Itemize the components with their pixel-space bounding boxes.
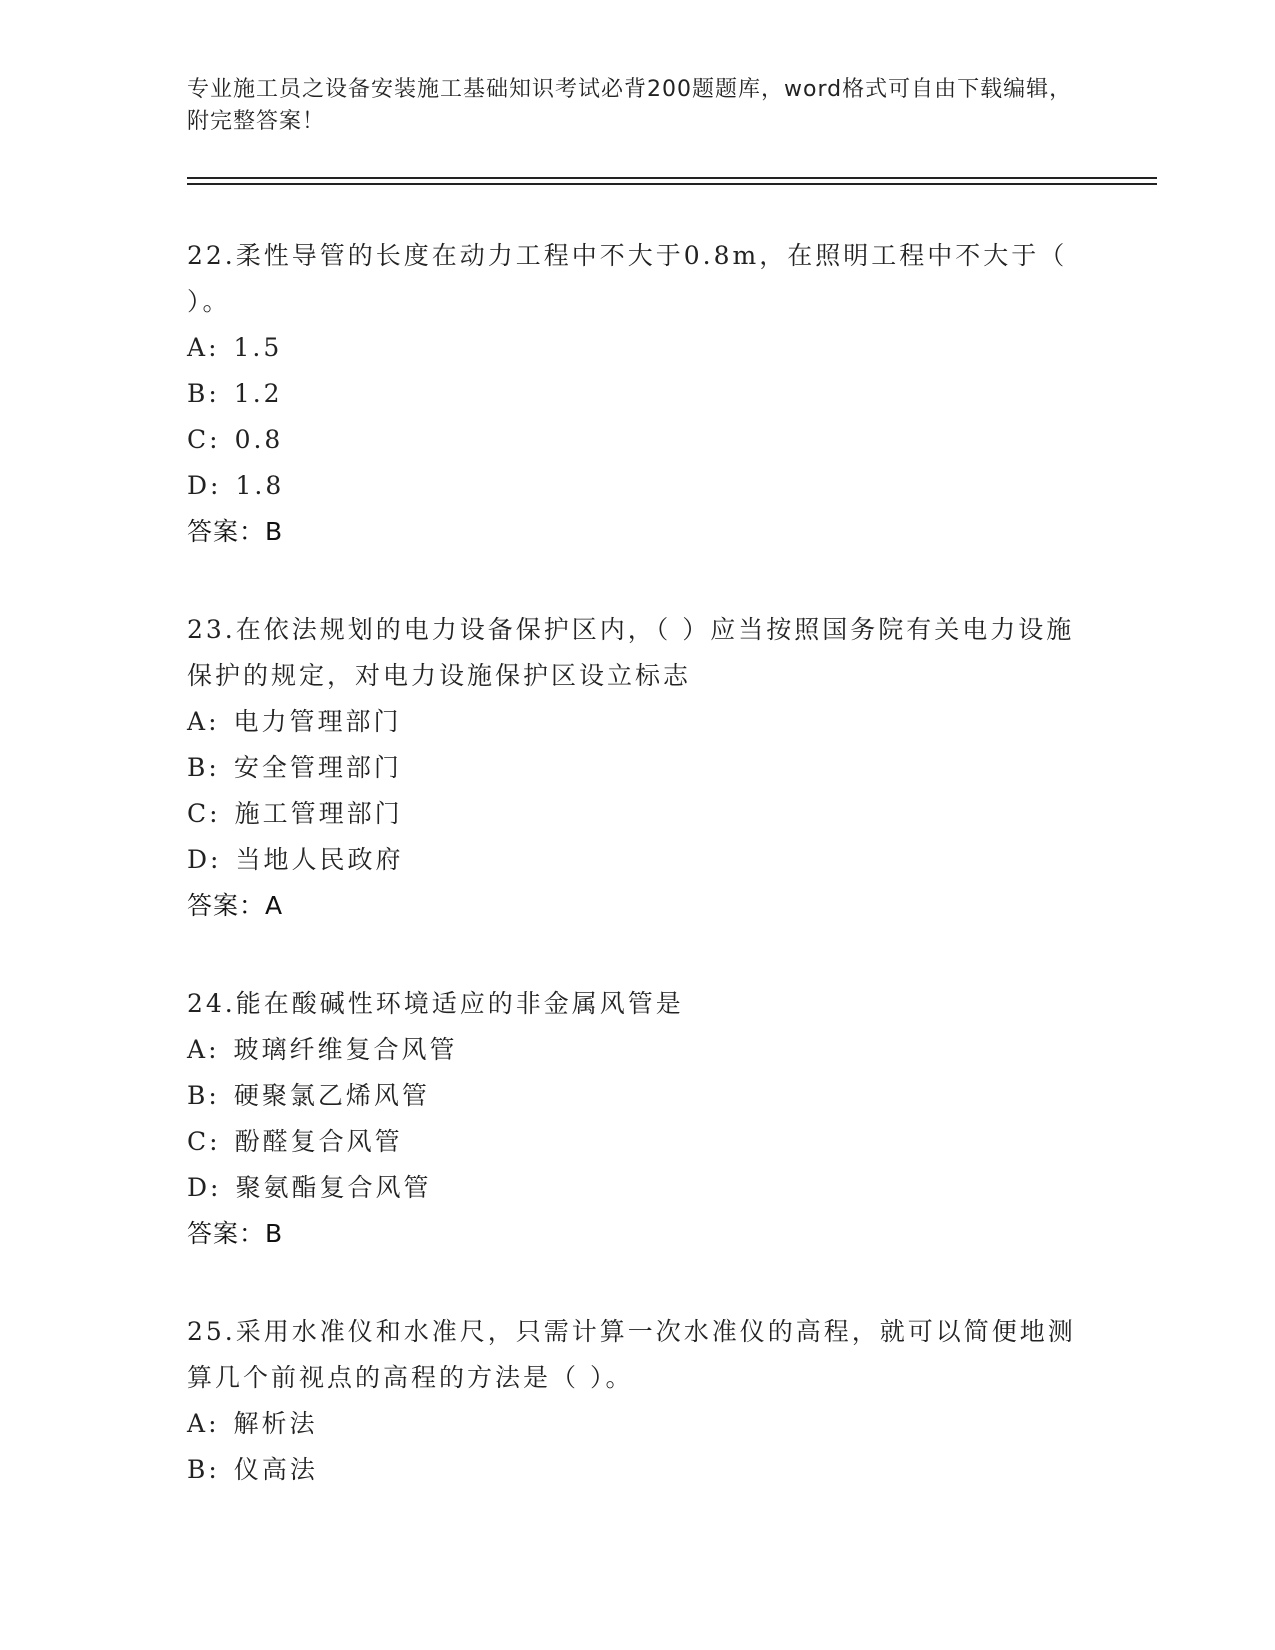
option-text: 仪高法 [233, 1455, 318, 1484]
option-separator: : [208, 1455, 220, 1484]
option-text: 聚氨酯复合风管 [235, 1173, 432, 1202]
option-separator: : [209, 425, 221, 454]
option-b [187, 745, 1087, 791]
option-text: 电力管理部门 [233, 707, 402, 736]
option-b [187, 371, 1087, 417]
option-a [187, 1027, 1087, 1073]
option-text: 硬聚氯乙烯风管 [233, 1081, 430, 1110]
option-key: B [187, 1081, 209, 1110]
document-header-title: 专业施工员之设备安装施工基础知识考试必背200题题库，word格式可自由下载编辑，附完整答案！ [187, 77, 1073, 134]
option-key: A [187, 1035, 209, 1064]
question-text: 25.采用水准仪和水准尺，只需计算一次水准仪的高程，就可以简便地测算几个前视点的高程的方法是（ ）。 [187, 1317, 1076, 1392]
option-separator: : [209, 1127, 221, 1156]
option-key: D [187, 471, 211, 500]
option-key: B [187, 753, 209, 782]
option-separator: : [208, 1035, 220, 1064]
option-a [187, 325, 1087, 371]
question-25 [187, 1309, 1087, 1493]
option-separator: : [208, 1081, 220, 1110]
option-d [187, 1165, 1087, 1211]
option-separator: : [210, 471, 222, 500]
option-key: C [187, 425, 210, 454]
option-c [187, 417, 1087, 463]
option-text: 1.8 [235, 471, 285, 500]
option-text: 安全管理部门 [233, 753, 402, 782]
question-list [187, 233, 1087, 1545]
option-key: B [187, 379, 209, 408]
option-separator: : [208, 379, 220, 408]
header-rule-bottom [187, 183, 1157, 185]
option-separator: : [208, 707, 220, 736]
answer-label: 答案：B [187, 517, 284, 546]
option-key: A [187, 333, 209, 362]
option-text: 解析法 [233, 1409, 318, 1438]
option-key: A [187, 1409, 209, 1438]
option-text: 施工管理部门 [234, 799, 403, 828]
option-key: C [187, 1127, 210, 1156]
question-text: 22.柔性导管的长度在动力工程中不大于0.8m，在照明工程中不大于（ ）。 [187, 241, 1068, 316]
option-c [187, 791, 1087, 837]
question-24 [187, 981, 1087, 1257]
option-b [187, 1447, 1087, 1493]
question-22 [187, 233, 1087, 555]
option-separator: : [208, 1409, 220, 1438]
option-separator: : [209, 799, 221, 828]
option-a [187, 699, 1087, 745]
option-text: 玻璃纤维复合风管 [233, 1035, 458, 1064]
option-d [187, 463, 1087, 509]
option-text: 1.5 [233, 333, 283, 362]
option-text: 0.8 [234, 425, 284, 454]
option-b [187, 1073, 1087, 1119]
header-rule-top [187, 177, 1157, 179]
option-a [187, 1401, 1087, 1447]
option-separator: : [210, 845, 222, 874]
answer-label: 答案：B [187, 1219, 284, 1248]
question-text: 23.在依法规划的电力设备保护区内，（ ）应当按照国务院有关电力设施保护的规定，对电力设施保护区设立标志 [187, 615, 1075, 690]
question-23 [187, 607, 1087, 929]
option-separator: : [208, 753, 220, 782]
option-separator: : [210, 1173, 222, 1202]
answer-label: 答案：A [187, 891, 284, 920]
option-key: B [187, 1455, 209, 1484]
option-key: A [187, 707, 209, 736]
option-c [187, 1119, 1087, 1165]
option-separator: : [208, 333, 220, 362]
option-text: 当地人民政府 [235, 845, 404, 874]
question-text: 24.能在酸碱性环境适应的非金属风管是 [187, 989, 684, 1018]
option-key: C [187, 799, 210, 828]
option-text: 酚醛复合风管 [234, 1127, 403, 1156]
option-d [187, 837, 1087, 883]
option-key: D [187, 845, 211, 874]
option-key: D [187, 1173, 211, 1202]
option-text: 1.2 [233, 379, 283, 408]
